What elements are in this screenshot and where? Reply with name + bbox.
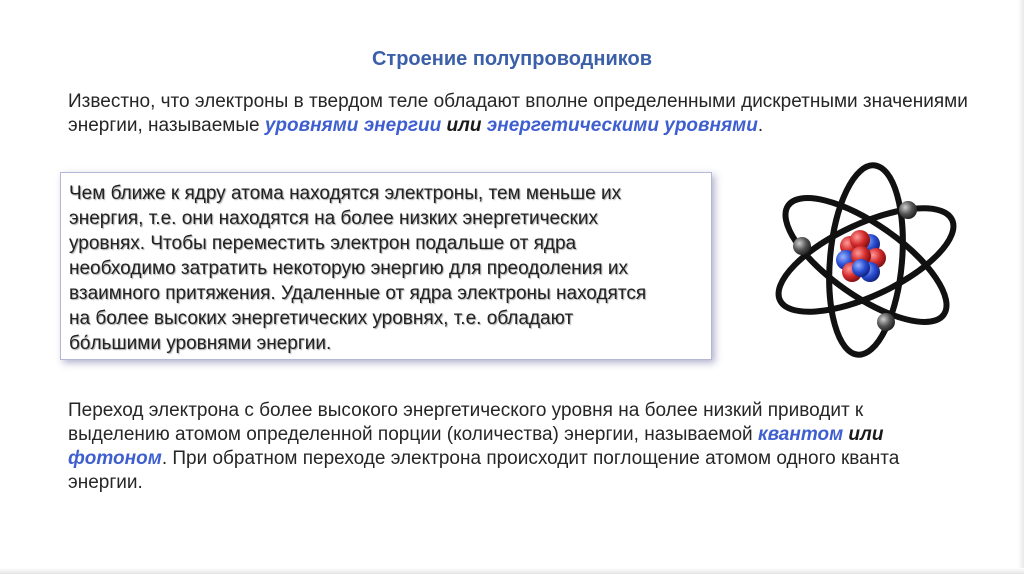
outro-paragraph	[68, 399, 968, 495]
electron-3	[877, 313, 895, 331]
intro-end: .	[757, 115, 764, 136]
slide-edge-bottom	[0, 568, 1024, 574]
nucleus	[836, 230, 886, 282]
highlight-box-text: Чем ближе к ядру атома находятся электроны, тем меньше их энергия, т.е. они находятся на более низких энергетических уровнях. Чтобы переместить электрон подальше от ядра необходимо затратить некоторую энергию для преодоления их взаимного притяжения. Удаленные от ядра электроны находятся на более высоких энергетических уровнях, т.е. обладают бо́льшими уровнями энергии.	[69, 183, 647, 354]
intro-paragraph	[68, 90, 968, 138]
term-energy-levels: уровнями энергии	[264, 115, 442, 136]
electron-2	[793, 237, 811, 255]
intro-text: Известно, что электроны в твердом теле обладают вполне определенными дискретными значениями энергии, называемые	[68, 91, 968, 136]
term-connector-2: или	[843, 424, 884, 445]
highlight-box	[60, 172, 712, 360]
term-energetic-levels: энергетическими уровнями	[486, 115, 758, 136]
term-connector: или	[441, 115, 487, 136]
outro-text-end: . При обратном переходе электрона происходит поглощение атомом одного кванта энергии.	[68, 448, 900, 493]
electron-1	[899, 201, 917, 219]
term-quantum: квантом	[757, 424, 844, 445]
atom-icon	[766, 160, 966, 360]
slide-title: Строение полупроводников	[371, 48, 653, 70]
atom-illustration	[766, 160, 966, 360]
slide-edge-right	[1018, 0, 1024, 574]
term-photon: фотоном	[68, 448, 162, 469]
outro-text: Переход электрона с более высокого энергетического уровня на более низкий приводит к выделению атомом определенной порции (количества) энергии, называемой	[68, 400, 864, 445]
